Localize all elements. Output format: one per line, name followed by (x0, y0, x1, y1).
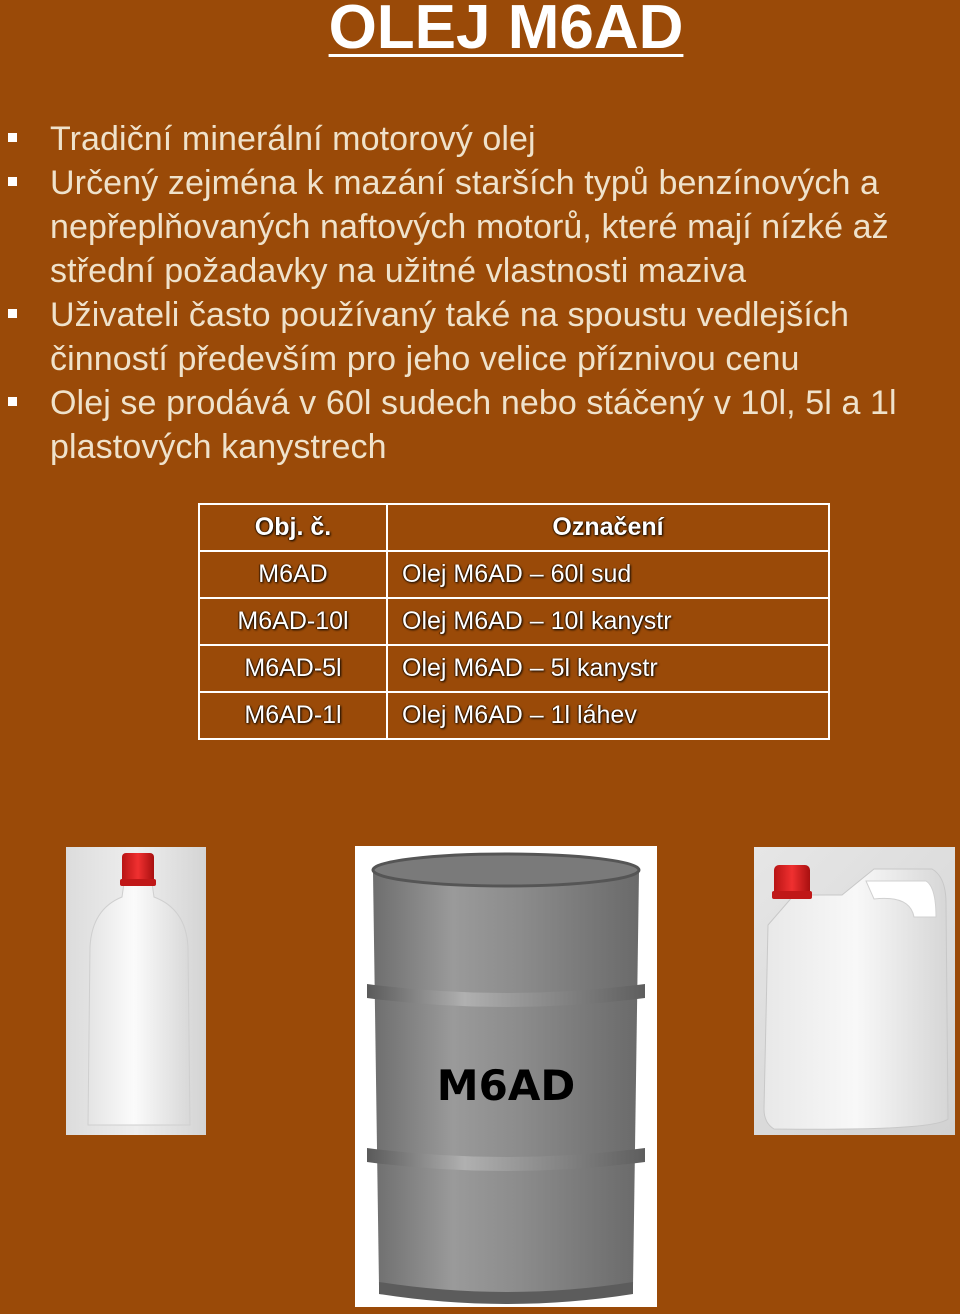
table-header-cell: Obj. č. (199, 504, 387, 551)
square-bullet-icon (8, 177, 17, 186)
table-cell-name: Olej M6AD – 1l láhev (387, 692, 829, 739)
table-header-row (199, 504, 829, 551)
bottle-illustration (66, 847, 206, 1135)
table-row (199, 598, 829, 645)
drum-image (355, 846, 657, 1307)
canister-image (754, 847, 955, 1135)
table-header-cell: Označení (387, 504, 829, 551)
table-cell-name: Olej M6AD – 60l sud (387, 551, 829, 598)
product-table (198, 503, 830, 740)
bullet-list (0, 117, 960, 469)
bullet-item: Určený zejména k mazání starších typů benzínových a nepřeplňovaných naftových motorů, které mají nízké až střední požadavky na užitné vlastnosti maziva (0, 161, 960, 293)
table-cell-name: Olej M6AD – 5l kanystr (387, 645, 829, 692)
table-row (199, 692, 829, 739)
page-title: OLEJ M6AD (328, 0, 684, 62)
table-cell-code: M6AD-10l (199, 598, 387, 645)
square-bullet-icon (8, 397, 17, 406)
table-cell-code: M6AD-5l (199, 645, 387, 692)
table-cell-code: M6AD-1l (199, 692, 387, 739)
square-bullet-icon (8, 133, 17, 142)
table-row (199, 551, 829, 598)
square-bullet-icon (8, 309, 17, 318)
table-row (199, 645, 829, 692)
canister-illustration (754, 847, 955, 1135)
bullet-item: Tradiční minerální motorový olej (0, 117, 960, 161)
table-cell-code: M6AD (199, 551, 387, 598)
table-cell-name: Olej M6AD – 10l kanystr (387, 598, 829, 645)
bullet-item: Uživateli často používaný také na spoustu vedlejších činností především pro jeho velice příznivou cenu (0, 293, 960, 381)
drum-label: M6AD (436, 1061, 576, 1110)
bottle-image (66, 847, 206, 1135)
bullet-item: Olej se prodává v 60l sudech nebo stáčený v 10l, 5l a 1l plastových kanystrech (0, 381, 960, 469)
